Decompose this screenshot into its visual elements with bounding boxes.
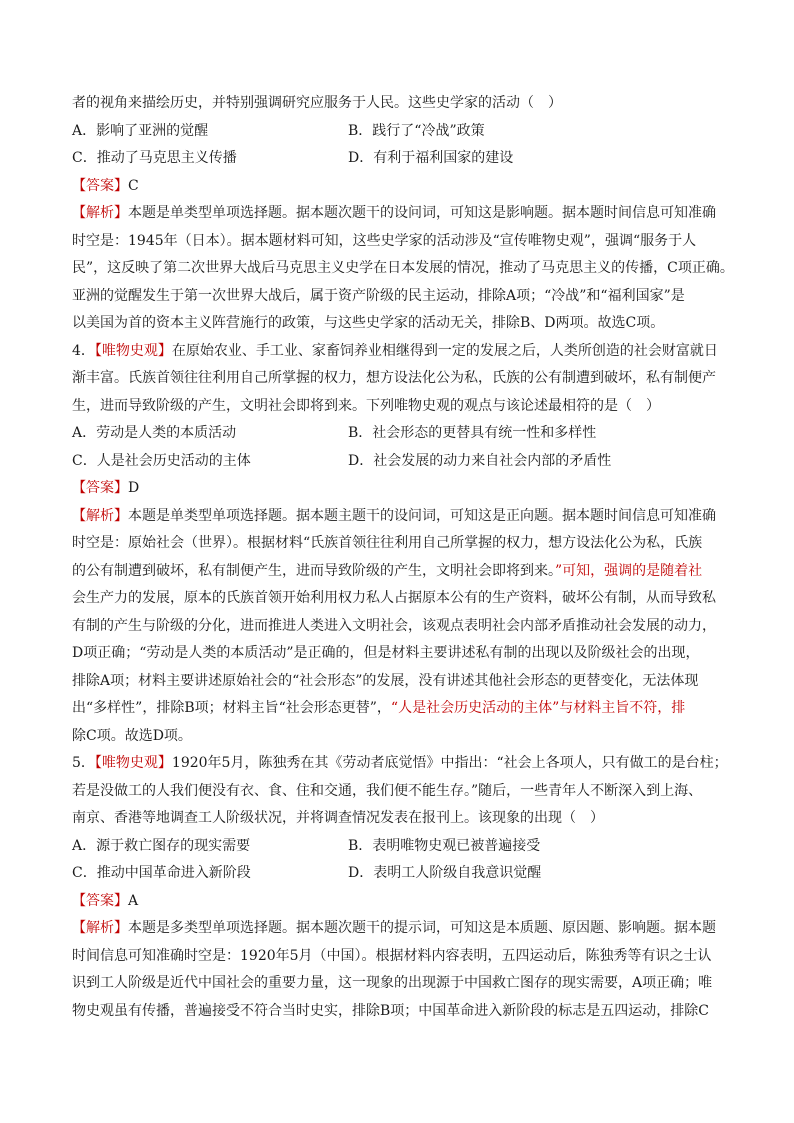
q4-answer-value: D (128, 480, 140, 496)
q4-answer (72, 475, 722, 503)
q5-answer-tag: 【答案】 (72, 892, 128, 909)
q3-answer (72, 173, 722, 201)
q4-options-row-1 (72, 420, 722, 448)
q3-option-d: D．有利于福利国家的建设 (348, 150, 514, 166)
q4-option-a: A．劳动是人类的本质活动 (72, 425, 237, 441)
q3-answer-value: C (128, 177, 139, 194)
q5-option-d: D．表明工人阶级自我意识觉醒 (348, 865, 542, 881)
q3-analysis-line: 亚洲的觉醒发生于第一次世界大战后，属于资产阶级的民主运动，排除A项；“冷战”和“福利国家”是 (72, 287, 685, 304)
q5-options-row-2 (72, 860, 722, 888)
q4-analysis-line: 排除A项；材料主要讲述原始社会的“社会形态”的发展，没有讲述其他社会形态的更替变化，无法体现 (72, 672, 699, 689)
q3-options-row-2 (72, 145, 722, 173)
q4-option-c: C．人是社会历史活动的主体 (72, 452, 251, 469)
q4-option-b: B．社会形态的更替具有统一性和多样性 (348, 425, 597, 441)
q3-option-c: C．推动了马克思主义传播 (72, 150, 237, 166)
q3-option-a: A．影响了亚洲的觉醒 (72, 122, 209, 139)
q4-tag: 【唯物史观】 (94, 342, 172, 359)
q5-stem-line: 若是没做工的人我们便没有衣、食、住和交通，我们便不能生存。”随后，一些青年人不断深入到上海、 (72, 782, 703, 799)
q4-analysis-line: 除C项。故选D项。 (72, 727, 192, 744)
q5-options-row-1 (72, 833, 722, 861)
q4-analysis-line: 有制的产生与阶级的分化，进而推进人类进入文明社会，该观点表明社会内部矛盾推动社会发展的动力， (72, 617, 716, 634)
q3-answer-tag: 【答案】 (72, 177, 128, 194)
q4-number: 4． (72, 342, 95, 359)
q4-analysis-line: D项正确；“劳动是人类的本质活动”是正确的，但是材料主要讲述私有制的出现以及阶级社会的出现， (72, 645, 700, 661)
q4-option-d: D．社会发展的动力来自社会内部的矛盾性 (348, 452, 612, 469)
q3-option-b: B．践行了“冷战”政策 (348, 122, 485, 139)
q4-analysis-line: 会生产力的发展，原本的氏族首领开始利用权力私人占据原本公有的生产资料，破坏公有制，从而导致私 (72, 590, 716, 606)
q5-stem-line: 南京、香港等地调查工人阶级状况，并将调查情况发表在报刊上。该现象的出现（ ） (72, 810, 604, 826)
q3-analysis-line: 时空是：1945年（日本）。据本题材料可知，这些史学家的活动涉及“宣传唯物史观”，强调“服务于人 (72, 232, 697, 249)
q3-analysis-line: 民”，这反映了第二次世界大战后马克思主义史学在日本发展的情况，推动了马克思主义的传播，C项正确。 (72, 260, 734, 276)
q5-analysis-line: 物史观虽有传播，普遍接受不符合当时史实，排除B项；中国革命进入新阶段的标志是五四运动，排除C (72, 1002, 709, 1019)
q3-analysis-line: 以美国为首的资本主义阵营施行的政策，与这些史学家的活动无关，排除B、D两项。故选C项。 (72, 315, 665, 331)
q4-analysis-tag: 【解析】 (72, 507, 128, 524)
q4-analysis-line: 的公有制遭到破坏，私有制便产生，进而导致阶级的产生，文明社会即将到来。”可知，强调的是随着社 (72, 562, 703, 579)
q4-options-row-2 (72, 448, 722, 476)
q5-stem-line: 5．【唯物史观】1920年5月，陈独秀在其《劳动者底觉悟》中指出：“社会上各项人，只有做工的是台柱； (72, 755, 728, 771)
q5-answer (72, 888, 722, 916)
q5-option-a: A．源于救亡图存的现实需要 (72, 837, 251, 854)
q4-stem-line: 渐丰富。氏族首领往往利用自己所掌握的权力，想方设法化公为私，氏族的公有制遭到破坏，私有制便产 (72, 370, 716, 386)
q3-analysis-line: 【解析】本题是单类型单项选择题。据本题次题干的设问词，可知这是影响题。据本题时间信息可知准确 (72, 205, 716, 221)
q4-stem-line: 4．【唯物史观】在原始农业、手工业、家畜饲养业相继得到一定的发展之后，人类所创造的社会财富就日 (72, 342, 718, 359)
q4-stem-line: 生，进而导致阶级的产生，文明社会即将到来。下列唯物史观的观点与该论述最相符的是（ ） (72, 397, 660, 414)
q5-analysis-line: 识到工人阶级是近代中国社会的重要力量，这一现象的出现源于中国救亡图存的现实需要，A项正确；唯 (72, 975, 713, 991)
q5-number: 5． (72, 755, 95, 771)
q4-answer-tag: 【答案】 (72, 480, 128, 496)
q5-analysis-line: 【解析】本题是多类型单项选择题。据本题次题干的提示词，可知这是本质题、原因题、影响题。据本题 (72, 920, 716, 936)
q5-option-b: B．表明唯物史观已被普遍接受 (348, 837, 541, 854)
q4-analysis-line: 出“多样性”，排除B项；材料主旨“社会形态更替”，“人是社会历史活动的主体”与材料主旨不符，排 (72, 700, 686, 716)
q5-tag: 【唯物史观】 (94, 755, 172, 771)
q3-stem-end: 者的视角来描绘历史，并特别强调研究应服务于人民。这些史学家的活动（ ） (72, 95, 562, 111)
q5-answer-value: A (128, 892, 139, 909)
q3-options-row-1 (72, 118, 722, 146)
document-content (72, 90, 734, 1025)
q5-option-c: C．推动中国革命进入新阶段 (72, 865, 251, 881)
q4-analysis-line: 时空是：原始社会（世界）。根据材料“氏族首领往往利用自己所掌握的权力，想方设法化公为私，氏族 (72, 535, 703, 551)
q5-analysis-tag: 【解析】 (72, 920, 128, 936)
q4-analysis-line: 【解析】本题是单类型单项选择题。据本题主题干的设问词，可知这是正向题。据本题时间信息可知准确 (72, 507, 716, 524)
q3-analysis-tag: 【解析】 (72, 205, 128, 221)
q5-analysis-line: 时间信息可知准确时空是：1920年5月（中国）。根据材料内容表明，五四运动后，陈独秀等有识之士认 (72, 947, 712, 964)
